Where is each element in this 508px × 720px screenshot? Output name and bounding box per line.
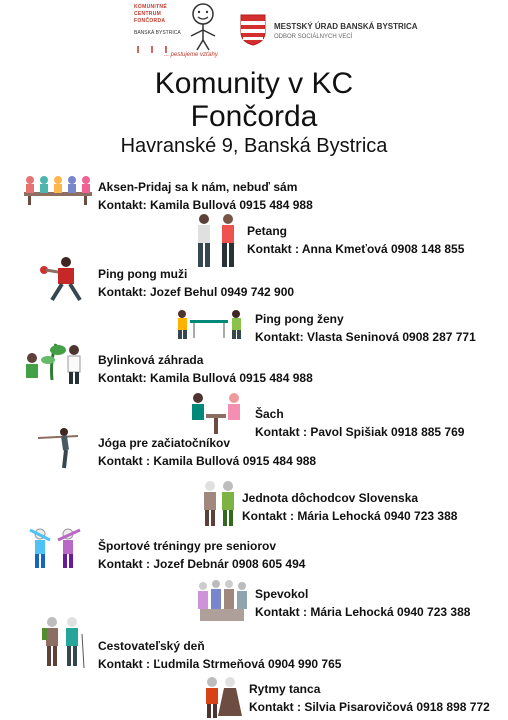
kc-logo-line: KOMUNITNÉ: [134, 4, 167, 10]
chess-players-illustration-icon: [188, 390, 244, 436]
community-item: [98, 434, 316, 470]
community-item: [98, 265, 294, 301]
community-contact: Kontakt : Mária Lehocká 0940 723 388: [242, 509, 458, 523]
group-table-illustration-icon: [22, 172, 94, 206]
community-item: [242, 489, 457, 525]
petang-players-illustration-icon: [192, 212, 242, 270]
community-contact: Kontakt : Silvia Pisarovičová 0918 898 772: [249, 700, 490, 714]
community-contact: Kontakt: Kamila Bullová 0915 484 988: [98, 198, 313, 212]
community-name: Ping pong ženy: [255, 312, 344, 326]
dancers-illustration-icon: [196, 674, 246, 720]
city-office-logo: [240, 14, 420, 50]
community-contact: Kontakt : Jozef Debnár 0908 605 494: [98, 557, 306, 571]
hikers-illustration-icon: [40, 614, 86, 670]
community-name: Cestovateľský deň: [98, 639, 205, 653]
kc-logo-line: FONČORDA: [134, 18, 166, 24]
kc-logo-city: BANSKÁ BYSTRICA: [134, 30, 181, 36]
page-title-line-1: Komunity v KC: [154, 67, 354, 100]
community-contact: Kontakt: Jozef Behul 0949 742 900: [98, 285, 295, 299]
community-name: Spevokol: [255, 587, 309, 601]
community-contact: Kontakt : Pavol Spišiak 0918 885 769: [255, 425, 465, 439]
community-item: [98, 537, 305, 573]
community-item: [255, 310, 476, 346]
seniors-exercise-illustration-icon: [28, 526, 82, 570]
yoga-pose-illustration-icon: [34, 424, 82, 470]
city-office-subtitle: ODBOR SOCIÁLNYCH VECÍ: [274, 34, 353, 40]
community-contact: Kontakt : Anna Kmeťová 0908 148 855: [247, 242, 465, 256]
community-contact: Kontakt: Vlasta Seninová 0908 287 771: [255, 330, 476, 344]
kc-logo-line: CENTRUM: [134, 11, 162, 17]
community-item: [255, 585, 470, 621]
community-name: Jednota dôchodcov Slovenska: [242, 491, 419, 505]
community-name: Ping pong muži: [98, 267, 188, 281]
kc-logo-figure-icon: [183, 2, 223, 52]
community-item: [247, 222, 464, 258]
community-item: [98, 637, 341, 673]
community-contact: Kontakt : Mária Lehocká 0940 723 388: [255, 605, 471, 619]
choir-illustration-icon: [194, 578, 250, 624]
community-name: Rytmy tanca: [249, 682, 321, 696]
seniors-couple-illustration-icon: [200, 478, 240, 528]
kc-logo-slogan: ... pestujeme vzťahy: [164, 52, 218, 58]
community-name: Petang: [247, 224, 288, 238]
herb-garden-illustration-icon: [22, 340, 88, 386]
address: Havranské 9, Banská Bystrica: [120, 135, 388, 157]
community-name: Aksen-Pridaj sa k nám, nebuď sám: [98, 180, 298, 194]
community-name: Bylinková záhrada: [98, 353, 204, 367]
ping-pong-women-illustration-icon: [174, 308, 244, 340]
community-item: [249, 680, 490, 716]
community-item: [98, 178, 313, 214]
community-contact: Kontakt : Ľudmila Strmeňová 0904 990 765: [98, 657, 342, 671]
kc-foncorda-logo: [128, 2, 228, 62]
coat-of-arms-icon: [240, 14, 266, 46]
community-contact: Kontakt : Kamila Bullová 0915 484 988: [98, 454, 317, 468]
community-name: Športové tréningy pre seniorov: [98, 539, 277, 553]
city-office-name: MESTSKÝ ÚRAD BANSKÁ BYSTRICA: [274, 22, 418, 31]
page-title-line-2: Fončorda: [190, 100, 318, 133]
community-name: Šach: [255, 407, 284, 421]
community-item: [98, 351, 313, 387]
ping-pong-man-illustration-icon: [38, 256, 88, 302]
community-contact: Kontakt: Kamila Bullová 0915 484 988: [98, 371, 313, 385]
community-name: Jóga pre začiatočníkov: [98, 436, 231, 450]
